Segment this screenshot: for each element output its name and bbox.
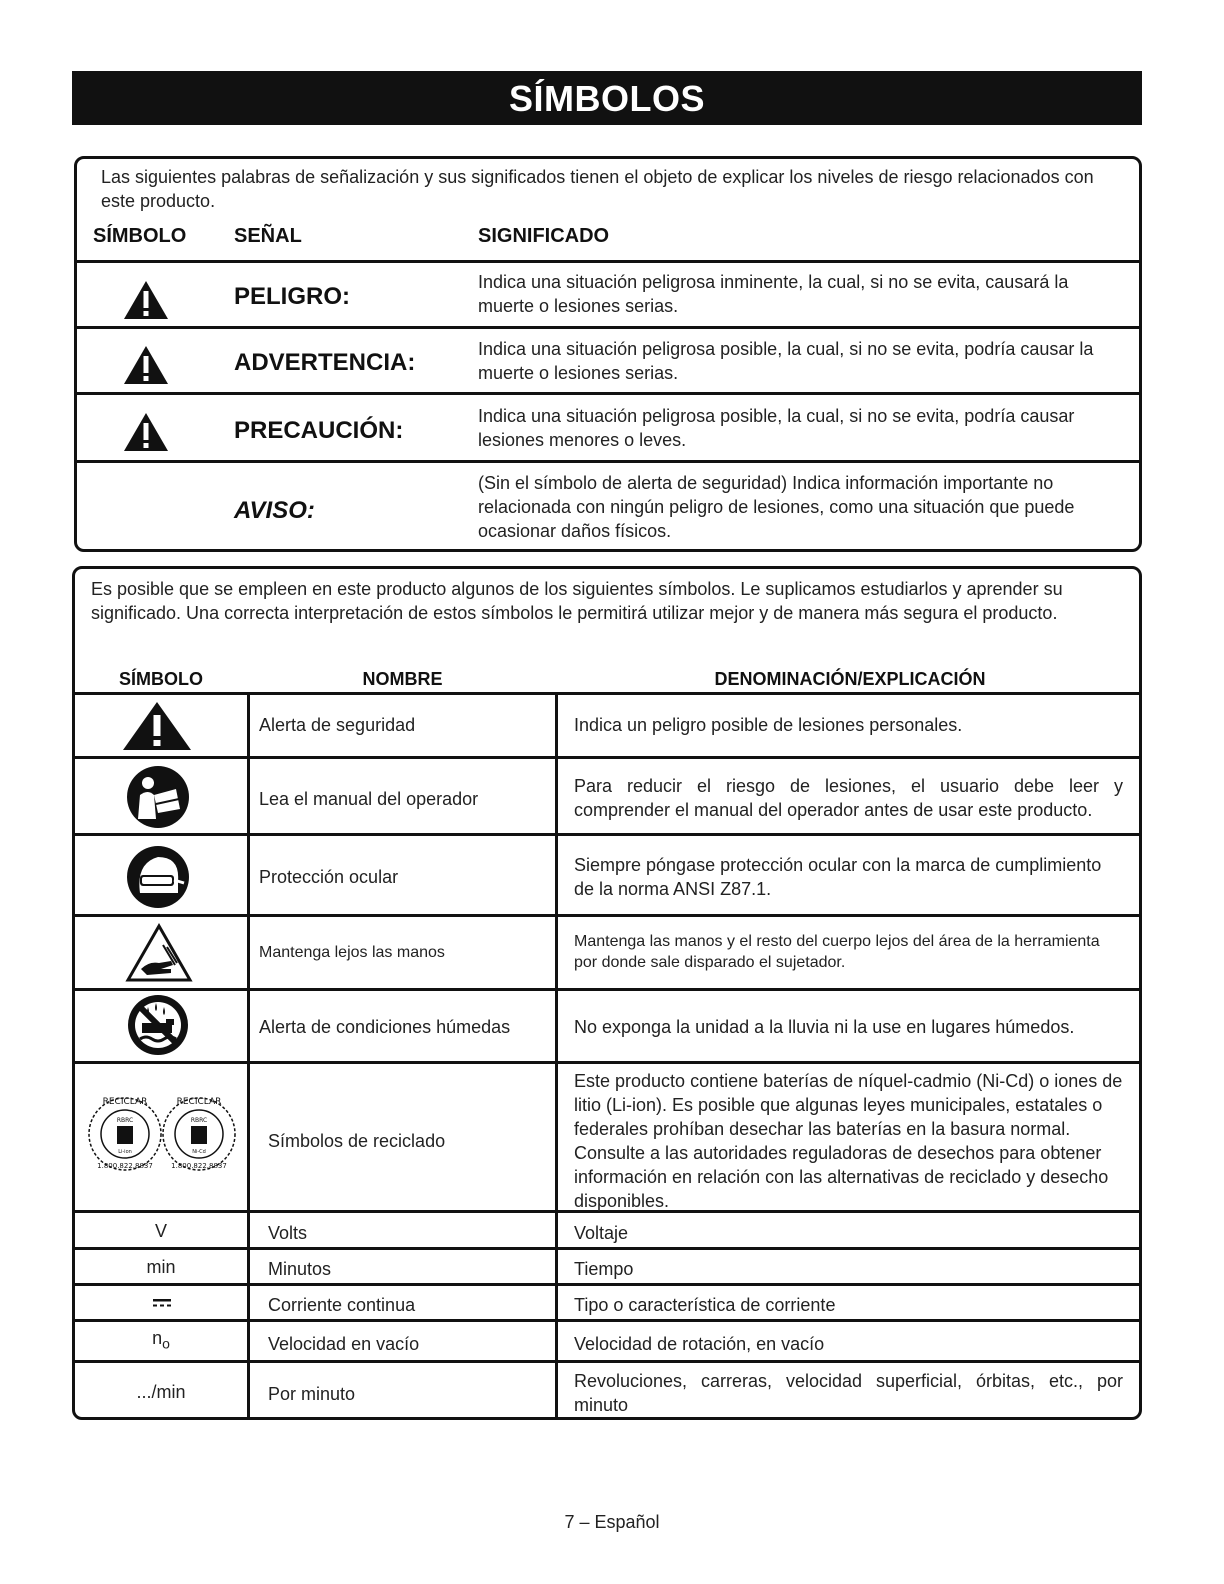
- header-name: NOMBRE: [362, 669, 443, 689]
- svg-text:RBRC: RBRC: [116, 1117, 134, 1124]
- svg-text:1.800.822.8837: 1.800.822.8837: [97, 1162, 153, 1170]
- svg-text:RECICLAR: RECICLAR: [176, 1097, 222, 1107]
- symbol-desc: Velocidad de rotación, en vacío: [574, 1334, 825, 1354]
- symbol-name: Símbolos de reciclado: [268, 1131, 446, 1151]
- signal-desc-peligro: Indica una situación peligrosa inminente, la cual, si no se evita, causará la muerte o lesiones serias.: [478, 272, 1069, 316]
- signal-name-advertencia: ADVERTENCIA:: [234, 349, 416, 376]
- symbol-desc: No exponga la unidad a la lluvia ni la use en lugares húmedos.: [574, 1017, 1075, 1037]
- symbol-desc: Voltaje: [574, 1223, 629, 1243]
- symbol-per-minute: .../min: [136, 1382, 186, 1402]
- symbol-n: n: [152, 1328, 163, 1348]
- signal-words-table: [74, 156, 1142, 552]
- divider: [77, 392, 1139, 395]
- divider: [75, 1061, 1139, 1064]
- divider: [75, 756, 1139, 759]
- wet-conditions-icon: [126, 993, 190, 1057]
- divider: [75, 833, 1139, 836]
- symbol-name: Lea el manual del operador: [259, 789, 479, 809]
- direct-current-icon: [153, 1298, 171, 1308]
- alert-triangle-icon: [123, 280, 169, 320]
- symbol-name: Por minuto: [268, 1384, 356, 1404]
- divider: [75, 692, 1139, 695]
- signal-name-peligro: PELIGRO:: [234, 283, 351, 310]
- divider: [75, 1247, 1139, 1250]
- header-signal: SEÑAL: [234, 225, 302, 247]
- header-meaning: SIGNIFICADO: [478, 225, 610, 247]
- symbol-name: Alerta de seguridad: [259, 715, 416, 735]
- symbol-name: Alerta de condiciones húmedas: [259, 1017, 511, 1037]
- header-symbol: SÍMBOLO: [119, 669, 203, 689]
- symbol-no-load-speed: [75, 1328, 247, 1352]
- keep-hands-away-icon: [125, 923, 193, 983]
- page-footer: 7 – Español: [564, 1512, 660, 1532]
- divider: [77, 260, 1139, 263]
- column-divider: [555, 692, 558, 1417]
- divider: [75, 914, 1139, 917]
- symbols-table: [72, 566, 1142, 1420]
- signal-name-aviso: AVISO:: [234, 497, 315, 524]
- alert-triangle-icon: [123, 412, 169, 452]
- safety-alert-icon: [121, 701, 193, 751]
- signal-desc-aviso: (Sin el símbolo de alerta de seguridad) Indica información importante no relacionada con ningún peligro de lesiones, como una situación que puede ocasionar daños físicos.: [478, 473, 1075, 541]
- symbol-name: Corriente continua: [268, 1295, 416, 1315]
- symbol-name: Volts: [268, 1223, 308, 1243]
- svg-text:1.800.822.8837: 1.800.822.8837: [171, 1162, 227, 1170]
- symbol-desc: Este producto contiene baterías de níquel-cadmio (Ni-Cd) o iones de litio (Li-ion). Es posible que algunas leyes municipales, estatales o federales prohíban desechar las baterías en la basura normal. Consulte a las autoridades reguladoras de desechos para obtener información en relación con las alternativas de reciclado y desecho disponibles.: [574, 1071, 1123, 1211]
- header-explanation: DENOMINACIÓN/EXPLICACIÓN: [714, 669, 986, 689]
- divider: [77, 326, 1139, 329]
- svg-text:Ni-Cd: Ni-Cd: [192, 1149, 206, 1155]
- symbol-desc: Siempre póngase protección ocular con la marca de cumplimiento de la norma ANSI Z87.1.: [574, 855, 1102, 899]
- divider: [75, 1360, 1139, 1363]
- symbol-name: Protección ocular: [259, 867, 399, 887]
- symbol-subscript: o: [162, 1335, 170, 1352]
- symbol-name: Velocidad en vacío: [268, 1334, 420, 1354]
- divider: [75, 1283, 1139, 1286]
- header-symbol: SÍMBOLO: [93, 225, 187, 247]
- divider: [75, 1319, 1139, 1322]
- symbol-name: Minutos: [268, 1259, 332, 1279]
- recycle-seal-icon: [85, 1089, 239, 1179]
- symbol-desc: Tiempo: [574, 1259, 634, 1279]
- divider: [77, 460, 1139, 463]
- read-manual-icon: [126, 765, 190, 829]
- svg-text:RECICLAR: RECICLAR: [102, 1097, 148, 1107]
- svg-text:RBRC: RBRC: [190, 1117, 208, 1124]
- divider: [75, 988, 1139, 991]
- column-divider: [247, 692, 250, 1417]
- alert-triangle-icon: [123, 345, 169, 385]
- symbols-intro: Es posible que se empleen en este producto algunos de los siguientes símbolos. Le suplicamos estudiarlos y aprender su significado. Una correcta interpretación de estos símbolos le permitirá utilizar mejor y de manera más segura el producto.: [91, 579, 1063, 623]
- symbol-name: Mantenga lejos las manos: [259, 944, 445, 961]
- symbol-minutes: min: [146, 1257, 176, 1277]
- signal-words-intro: Las siguientes palabras de señalización y sus significados tienen el objeto de explicar los niveles de riesgo relacionados con este producto.: [101, 167, 1094, 211]
- symbol-desc: Tipo o característica de corriente: [574, 1295, 836, 1315]
- signal-name-precaucion: PRECAUCIÓN:: [234, 417, 404, 444]
- symbol-volt: V: [154, 1221, 167, 1241]
- eye-protection-icon: [126, 845, 190, 909]
- symbol-desc: Mantenga las manos y el resto del cuerpo lejos del área de la herramienta por donde sale disparado el sujetador.: [574, 933, 1100, 971]
- symbol-desc: Indica un peligro posible de lesiones personales.: [574, 715, 963, 735]
- symbol-desc: Revoluciones, carreras, velocidad superficial, órbitas, etc., por minuto: [574, 1371, 1123, 1415]
- signal-desc-precaucion: Indica una situación peligrosa posible, la cual, si no se evita, podría causar lesiones menores o leves.: [478, 406, 1075, 450]
- symbol-desc: Para reducir el riesgo de lesiones, el usuario debe leer y comprender el manual del operador antes de usar este producto.: [574, 776, 1123, 820]
- page-title: SÍMBOLOS: [72, 71, 1142, 125]
- signal-desc-advertencia: Indica una situación peligrosa posible, la cual, si no se evita, podría causar la muerte o lesiones serias.: [478, 339, 1094, 383]
- svg-text:Li-ion: Li-ion: [118, 1149, 132, 1155]
